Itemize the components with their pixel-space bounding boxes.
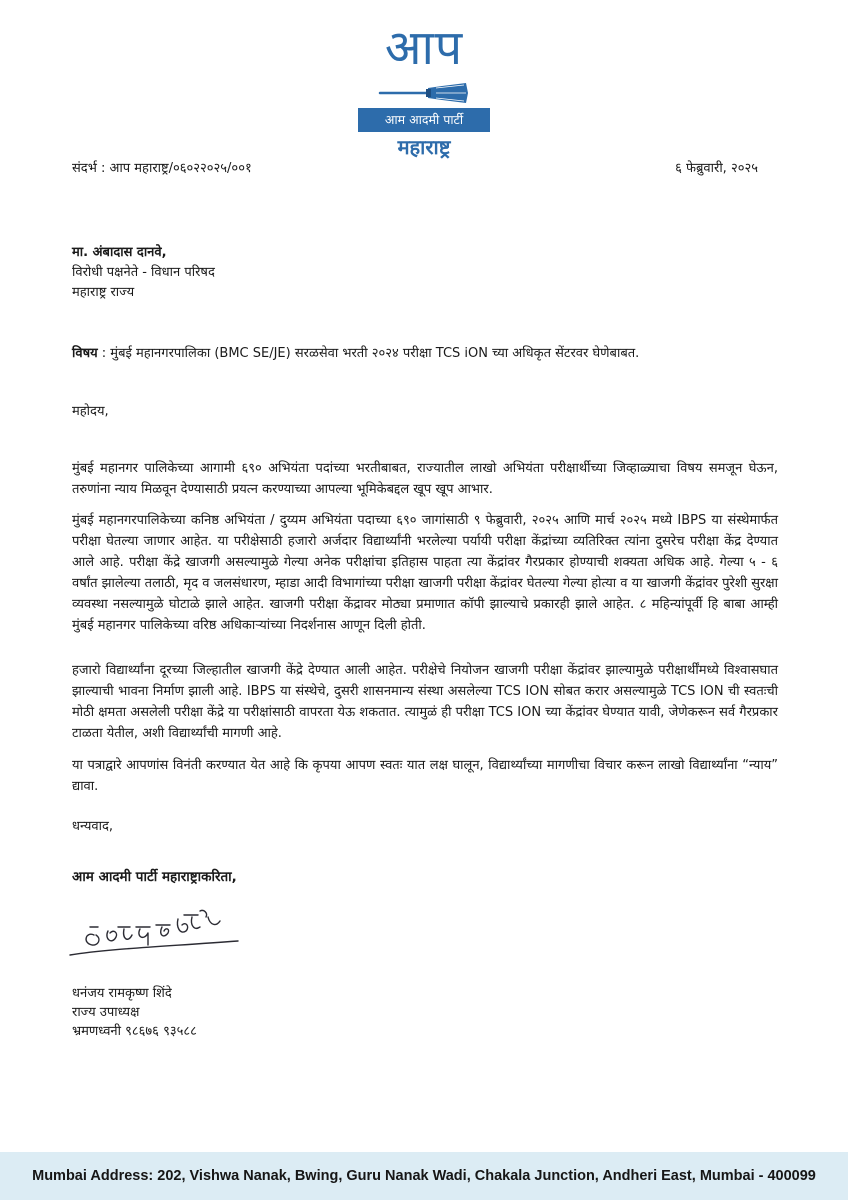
signer-block [72,984,197,1041]
subject-line [72,345,639,362]
broom-icon [378,80,470,106]
aap-logo [358,20,490,159]
signer-title: राज्य उपाध्यक्ष [72,1005,140,1020]
recipient-designation: विरोधी पक्षनेते - विधान परिषद [72,265,215,280]
signer-phone: भ्रमणध्वनी ९८६७६ ९३५८८ [72,1024,197,1039]
reference-number: संदर्भ : आप महाराष्ट्र/०६०२२०२५/००१ [72,161,252,176]
thanks-line: धन्यवाद, [72,819,114,834]
recipient-name: मा. अंबादास दानवे, [72,245,167,260]
logo-state-name: महाराष्ट्र [397,135,451,159]
salutation: महोदय, [72,404,109,419]
body-paragraph-4: या पत्राद्वारे आपणांस विनंती करण्यात येत आहे कि कृपया आपण स्वतः यात लक्ष घालून, विद्यार्थ्यांच्या मागणीचा विचार करून लाखो विद्यार्थ्यांना “न्याय” द्यावा. [72,758,778,794]
body-paragraph-3: हजारो विद्यार्थ्यांना दूरच्या जिल्हातील खाजगी केंद्रे देण्यात आली आहेत. परीक्षेचे नियोजन खाजगी परीक्षा केंद्रांवर झाल्यामुळे परीक्षार्थींमध्ये विश्वासघात झाल्याची भावना निर्माण झाली आहे. IBPS या संस्थेचे, दुसरी शासनमान्य संस्था असलेल्या TCS ION सोबत करार असल्यामुळे TCS ION ची स्वतःची मोठी क्षमता असलेली परीक्षा केंद्रे या परीक्षांसाठी वापरता येऊ शकतात. त्यामुळं ही परीक्षा TCS ION च्या केंद्रांवर घेण्यात यावी, जेणेकरून सर्व गैरप्रकार टाळता येतील, अशी विद्यार्थ्यांची मागणी आहे. [72,663,778,741]
body-paragraph-1: मुंबई महानगर पालिकेच्या आगामी ६९० अभियंता पदांच्या भरतीबाबत, राज्यातील लाखो अभियंता परीक्षार्थीच्या जिव्हाळ्याचा विषय समजून घेऊन, तरुणांना न्याय मिळवून देण्यासाठी प्रयत्न करण्याच्या आपल्या भूमिकेबद्दल खूप खूप आभार. [72,461,778,497]
subject-label: विषय [72,346,98,361]
subject-text: : मुंबई महानगरपालिका (BMC SE/JE) सरळसेवा भरती २०२४ परीक्षा TCS iON च्या अधिकृत सेंटरवर घेणेबाबत. [97,346,640,361]
closing-line: आम आदमी पार्टी महाराष्ट्राकरिता, [72,869,237,885]
letter-date: ६ फेब्रुवारी, २०२५ [675,161,758,176]
signer-name: धनंजय रामकृष्ण शिंदे [72,986,172,1001]
logo-party-band: आम आदमी पार्टी [358,108,490,132]
recipient-state: महाराष्ट्र राज्य [72,285,135,300]
recipient-address [72,243,215,303]
handwritten-signature [66,905,246,967]
footer-address: Mumbai Address: 202, Vishwa Nanak, Bwing, Guru Nanak Wadi, Chakala Junction, Andheri East, Mumbai - 400099 [0,1152,848,1200]
body-paragraph-2: मुंबई महानगरपालिकेच्या कनिष्ठ अभियंता / दुय्यम अभियंता पदाच्या ६९० जागांसाठी ९ फेब्रुवारी, २०२५ आणि मार्च २०२५ मध्ये IBPS या संस्थेमार्फत परीक्षा घेतल्या जाणार आहेत. या परीक्षेसाठी हजारो अर्जदार विद्यार्थ्यांनी भरलेल्या पर्यायी परीक्षा केंद्रांच्या व्यतिरिक्त त्यांना दुसरेच परीक्षा केंद्र देण्यात आले आहे. परीक्षा केंद्रे खाजगी असल्यामुळे गेल्या अनेक परीक्षांचा इतिहास पाहता त्या केंद्रांवर गैरप्रकार होण्याची शक्यता अधिक आहे. गेल्या ५ - ६ वर्षांत झालेल्या तलाठी, मृद व जलसंधारण, म्हाडा आदी विभागांच्या परीक्षा खाजगी परीक्षा केंद्रांवर घेतल्या गेल्या होत्या व या खाजगी केंद्रांवर पुरेशी सुरक्षा व्यवस्था नसल्यामुळे घोटाळे झाले आहेत. खाजगी परीक्षा केंद्रावर मोठ्या प्रमाणात कॉपी झाल्याचे प्रकारही झाले आहेत. ८ महिन्यांपूर्वी हि बाबा आम्ही मुंबई महानगर पालिकेच्या वरिष्ठ अधिकाऱ्यांच्या निदर्शनास आणून दिली होती. [72,513,778,633]
logo-wordmark: आप [384,20,464,76]
